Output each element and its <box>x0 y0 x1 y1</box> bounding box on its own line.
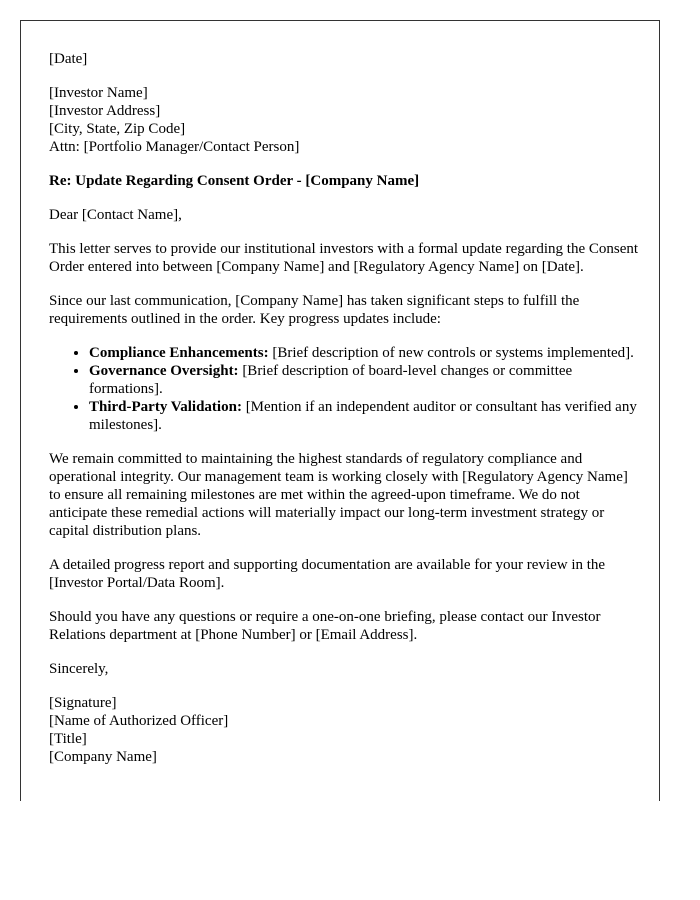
paragraph-report: A detailed progress report and supporting documentation are available for your review in the [Investor Portal/Data Room]. <box>49 557 606 591</box>
company-name: [Company Name] <box>49 749 157 765</box>
list-item-text: [Mention if an independent auditor or consultant has verified any milestones]. <box>89 399 637 433</box>
list-item <box>89 362 639 398</box>
recipient-name: [Investor Name] <box>49 85 148 101</box>
list-item-label: Compliance Enhancements: <box>89 345 269 361</box>
recipient-city: [City, State, Zip Code] <box>49 121 186 137</box>
date: [Date] <box>49 51 88 67</box>
closing: Sincerely, <box>49 661 109 677</box>
paragraph-intro: This letter serves to provide our institutional investors with a formal update regarding the Consent Order entered into between [Company Name] and [Regulatory Agency Name] on [Date]. <box>49 241 639 275</box>
salutation: Dear [Contact Name], <box>49 207 182 223</box>
signature: [Signature] <box>49 695 117 711</box>
paragraph-contact: Should you have any questions or require a one-on-one briefing, please contact our Investor Relations department at [Phone Number] or [Email Address]. <box>49 609 601 643</box>
list-item-text: [Brief description of board-level changes or committee formations]. <box>89 363 573 397</box>
progress-list <box>49 344 639 434</box>
paragraph-progress: Since our last communication, [Company Name] has taken significant steps to fulfill the requirements outlined in the order. Key progress updates include: <box>49 293 580 327</box>
list-item <box>89 344 639 362</box>
list-item-label: Governance Oversight: <box>89 363 239 379</box>
recipient-block <box>49 84 639 156</box>
officer-name: [Name of Authorized Officer] <box>49 713 229 729</box>
recipient-attn: Attn: [Portfolio Manager/Contact Person] <box>49 139 300 155</box>
recipient-address: [Investor Address] <box>49 103 161 119</box>
letter-page <box>20 20 660 801</box>
officer-title: [Title] <box>49 731 87 747</box>
list-item <box>89 398 639 434</box>
signature-block <box>49 694 639 766</box>
paragraph-commitment: We remain committed to maintaining the highest standards of regulatory compliance and operational integrity. Our management team is working closely with [Regulatory Agency Name] to ensure all remaining milestones are met within the agreed-upon timeframe. We do not anticipate these remedial actions will materially impact our long-term investment strategy or capital distribution plans. <box>49 451 628 539</box>
list-item-text: [Brief description of new controls or systems implemented]. <box>268 345 634 361</box>
subject-line: Re: Update Regarding Consent Order - [Company Name] <box>49 173 420 189</box>
list-item-label: Third-Party Validation: <box>89 399 242 415</box>
